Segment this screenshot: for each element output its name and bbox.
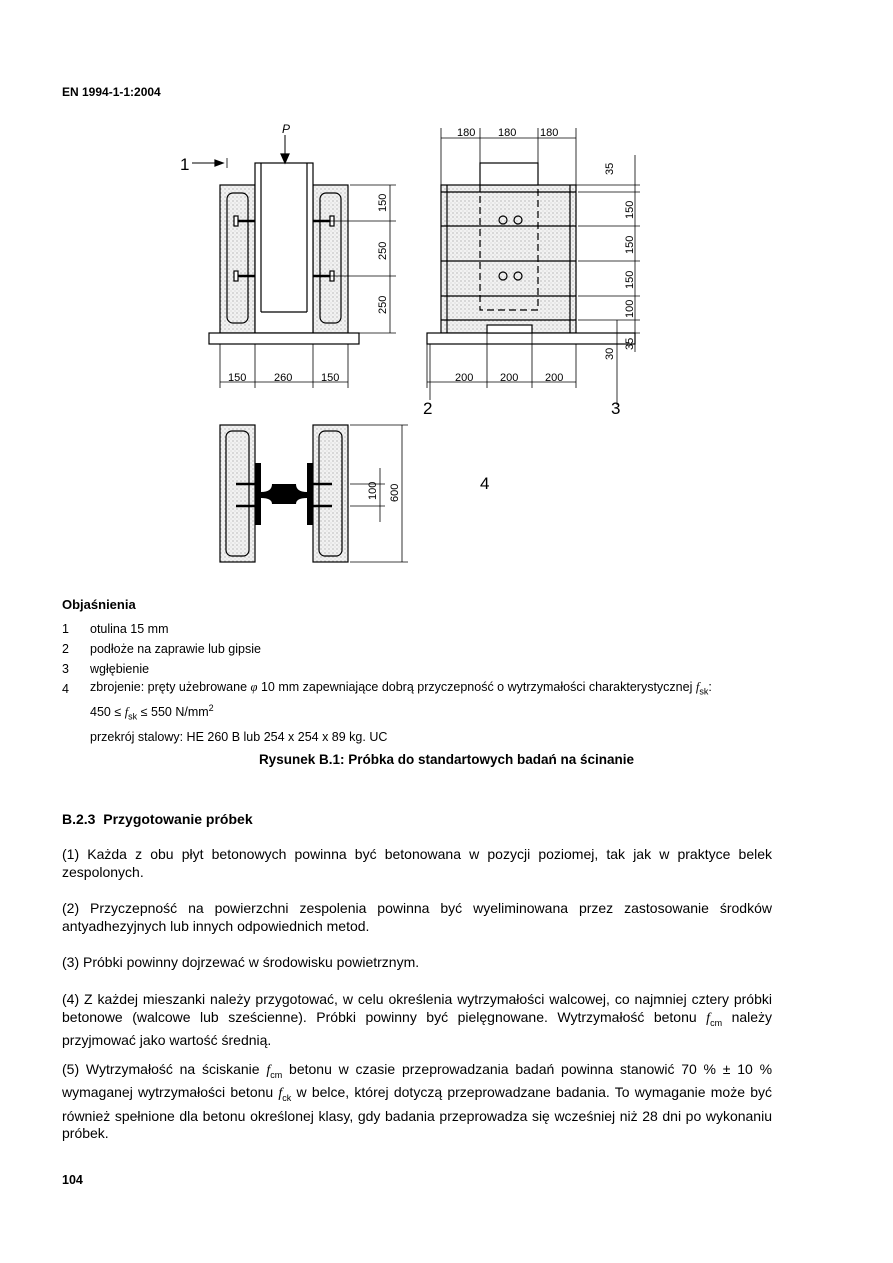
side-dim-right-6: 35 [624,337,636,350]
page-number: 104 [62,1173,83,1187]
steel-section [255,163,313,333]
side-dim-bottom-1: 200 [455,372,474,384]
front-dim-bottom-2: 260 [274,372,293,384]
side-dim-right-2: 150 [624,200,636,219]
fcm-symbol: f [266,1063,271,1078]
reinforcement-text-b: 10 mm zapewniające dobrą przyczepność o wytrzymałości charakterystycznej [260,680,693,694]
right-concrete-slab [313,185,348,333]
paragraph-1: (1) Każda z obu płyt betonowych powinna być betonowana w pozycji poziomej, tak jak w praktyce belek zespolonych. [62,846,772,880]
plan-dim-inner: 100 [367,481,379,500]
plan-left-slab [220,425,255,562]
paragraph-5-text-a: (5) Wytrzymałość na ściskanie [62,1061,260,1077]
unit-superscript: 2 [208,702,214,713]
figure-caption: Rysunek B.1: Próbka do standartowych badań na ścinanie [258,752,635,767]
legend-item [62,639,792,659]
fsk-subscript: sk [699,686,709,697]
legend-item [62,619,792,639]
fcm-symbol: f [706,1010,711,1026]
side-dim-right-4: 150 [624,270,636,289]
paragraph-5-text-c: w belce, której dotyczą przeprowadzane badania. To wymaganie może być również spełnione dla betonu określonej klasy, gdy badania przeprowadza się wcześniej niż 28 dni po wykonaniu próbek. [62,1084,772,1142]
legend [62,619,792,747]
fck-subscript: ck [282,1093,292,1104]
side-concrete-slab [441,185,576,333]
paragraph-3: (3) Próbki powinny dojrzewać w środowisku powietrznym. [62,954,420,970]
shear-test-specimen-figure [150,115,710,575]
phi-symbol: φ [250,680,258,694]
side-dim-bottom-2: 200 [500,372,519,384]
front-view [192,135,396,388]
legend-number: 1 [62,622,69,636]
side-dim-right-5: 100 [624,299,636,318]
document-header: EN 1994-1-1:2004 [62,85,161,99]
front-dim-side-2: 250 [377,241,389,260]
plan-dim-outer: 600 [389,483,401,502]
section-number: B.2.3 [62,811,96,827]
recess [487,325,532,333]
range-start: 450 ≤ [90,704,122,719]
side-dim-top-1: 180 [457,127,476,139]
legend-item [62,679,792,747]
fsk-subscript: sk [128,711,138,722]
side-dim-right-7: 30 [604,347,616,360]
reinforcement-text-a: zbrojenie: pręty użebrowane [90,680,248,694]
front-base-plate [209,333,359,344]
section-heading [62,811,253,827]
plan-view [220,425,408,562]
side-dim-top-3: 180 [540,127,559,139]
front-dim-side-1: 150 [377,193,389,212]
legend-number: 2 [62,642,69,656]
callout-3: 3 [611,399,621,418]
fcm-subscript: cm [270,1069,283,1080]
paragraph-5 [62,1061,772,1143]
side-base-plate [427,333,635,344]
side-dim-top-2: 180 [498,127,517,139]
side-dim-right-3: 150 [624,235,636,254]
legend-text: podłoże na zaprawie lub gipsie [90,642,261,656]
front-dim-bottom-1: 150 [228,372,247,384]
fsk-symbol: f [695,680,700,694]
callout-1: 1 [180,155,190,174]
legend-text [90,679,792,747]
front-dim-side-3: 250 [377,295,389,314]
fcm-subscript: cm [710,1017,723,1028]
fck-symbol: f [278,1086,283,1102]
front-dim-bottom-3: 150 [321,372,340,384]
load-label: P [282,122,291,136]
callout-2: 2 [423,399,433,418]
legend-text: wgłębienie [90,662,150,676]
legend-text: otulina 15 mm [90,622,169,636]
paragraph-4-text-b: należy przyjmować jako wartość średnią. [62,1008,773,1048]
paragraph-4 [62,991,772,1049]
legend-number: 4 [62,682,69,696]
plan-right-slab [313,425,348,562]
legend-item [62,659,792,679]
side-dim-bottom-3: 200 [545,372,564,384]
colon: : [708,680,712,694]
steel-section-text: przekrój stalowy: HE 260 B lub 254 x 254 x 89 kg. UC [90,730,388,745]
fsk-symbol: f [124,704,129,719]
section-title: Przygotowanie próbek [103,811,253,827]
paragraph-4-text-a: (4) Z każdej mieszanki należy przygotować, w celu określenia wytrzymałości walcowej, co najmniej cztery próbki betonowe (walcowe lub sześcienne). Próbki powinny być pielęgnowane. Wytrzymałość betonu [62,991,772,1025]
legend-number: 3 [62,662,69,676]
left-concrete-slab [220,185,255,333]
range-end: ≤ 550 N/mm [140,704,209,719]
paragraph-2: (2) Przyczepność na powierzchni zespolenia powinna być wyeliminowana przez zastosowanie środków antyadhezyjnych lub innych odpowiednich metod. [62,900,772,934]
side-dim-right-1: 35 [604,162,616,175]
paragraph-5-text-b: betonu w czasie przeprowadzania badań powinna stanowić 70 % ± 10 % wymaganej wytrzymałości betonu [62,1061,773,1101]
legend-title: Objaśnienia [62,597,136,612]
callout-4: 4 [480,474,490,493]
